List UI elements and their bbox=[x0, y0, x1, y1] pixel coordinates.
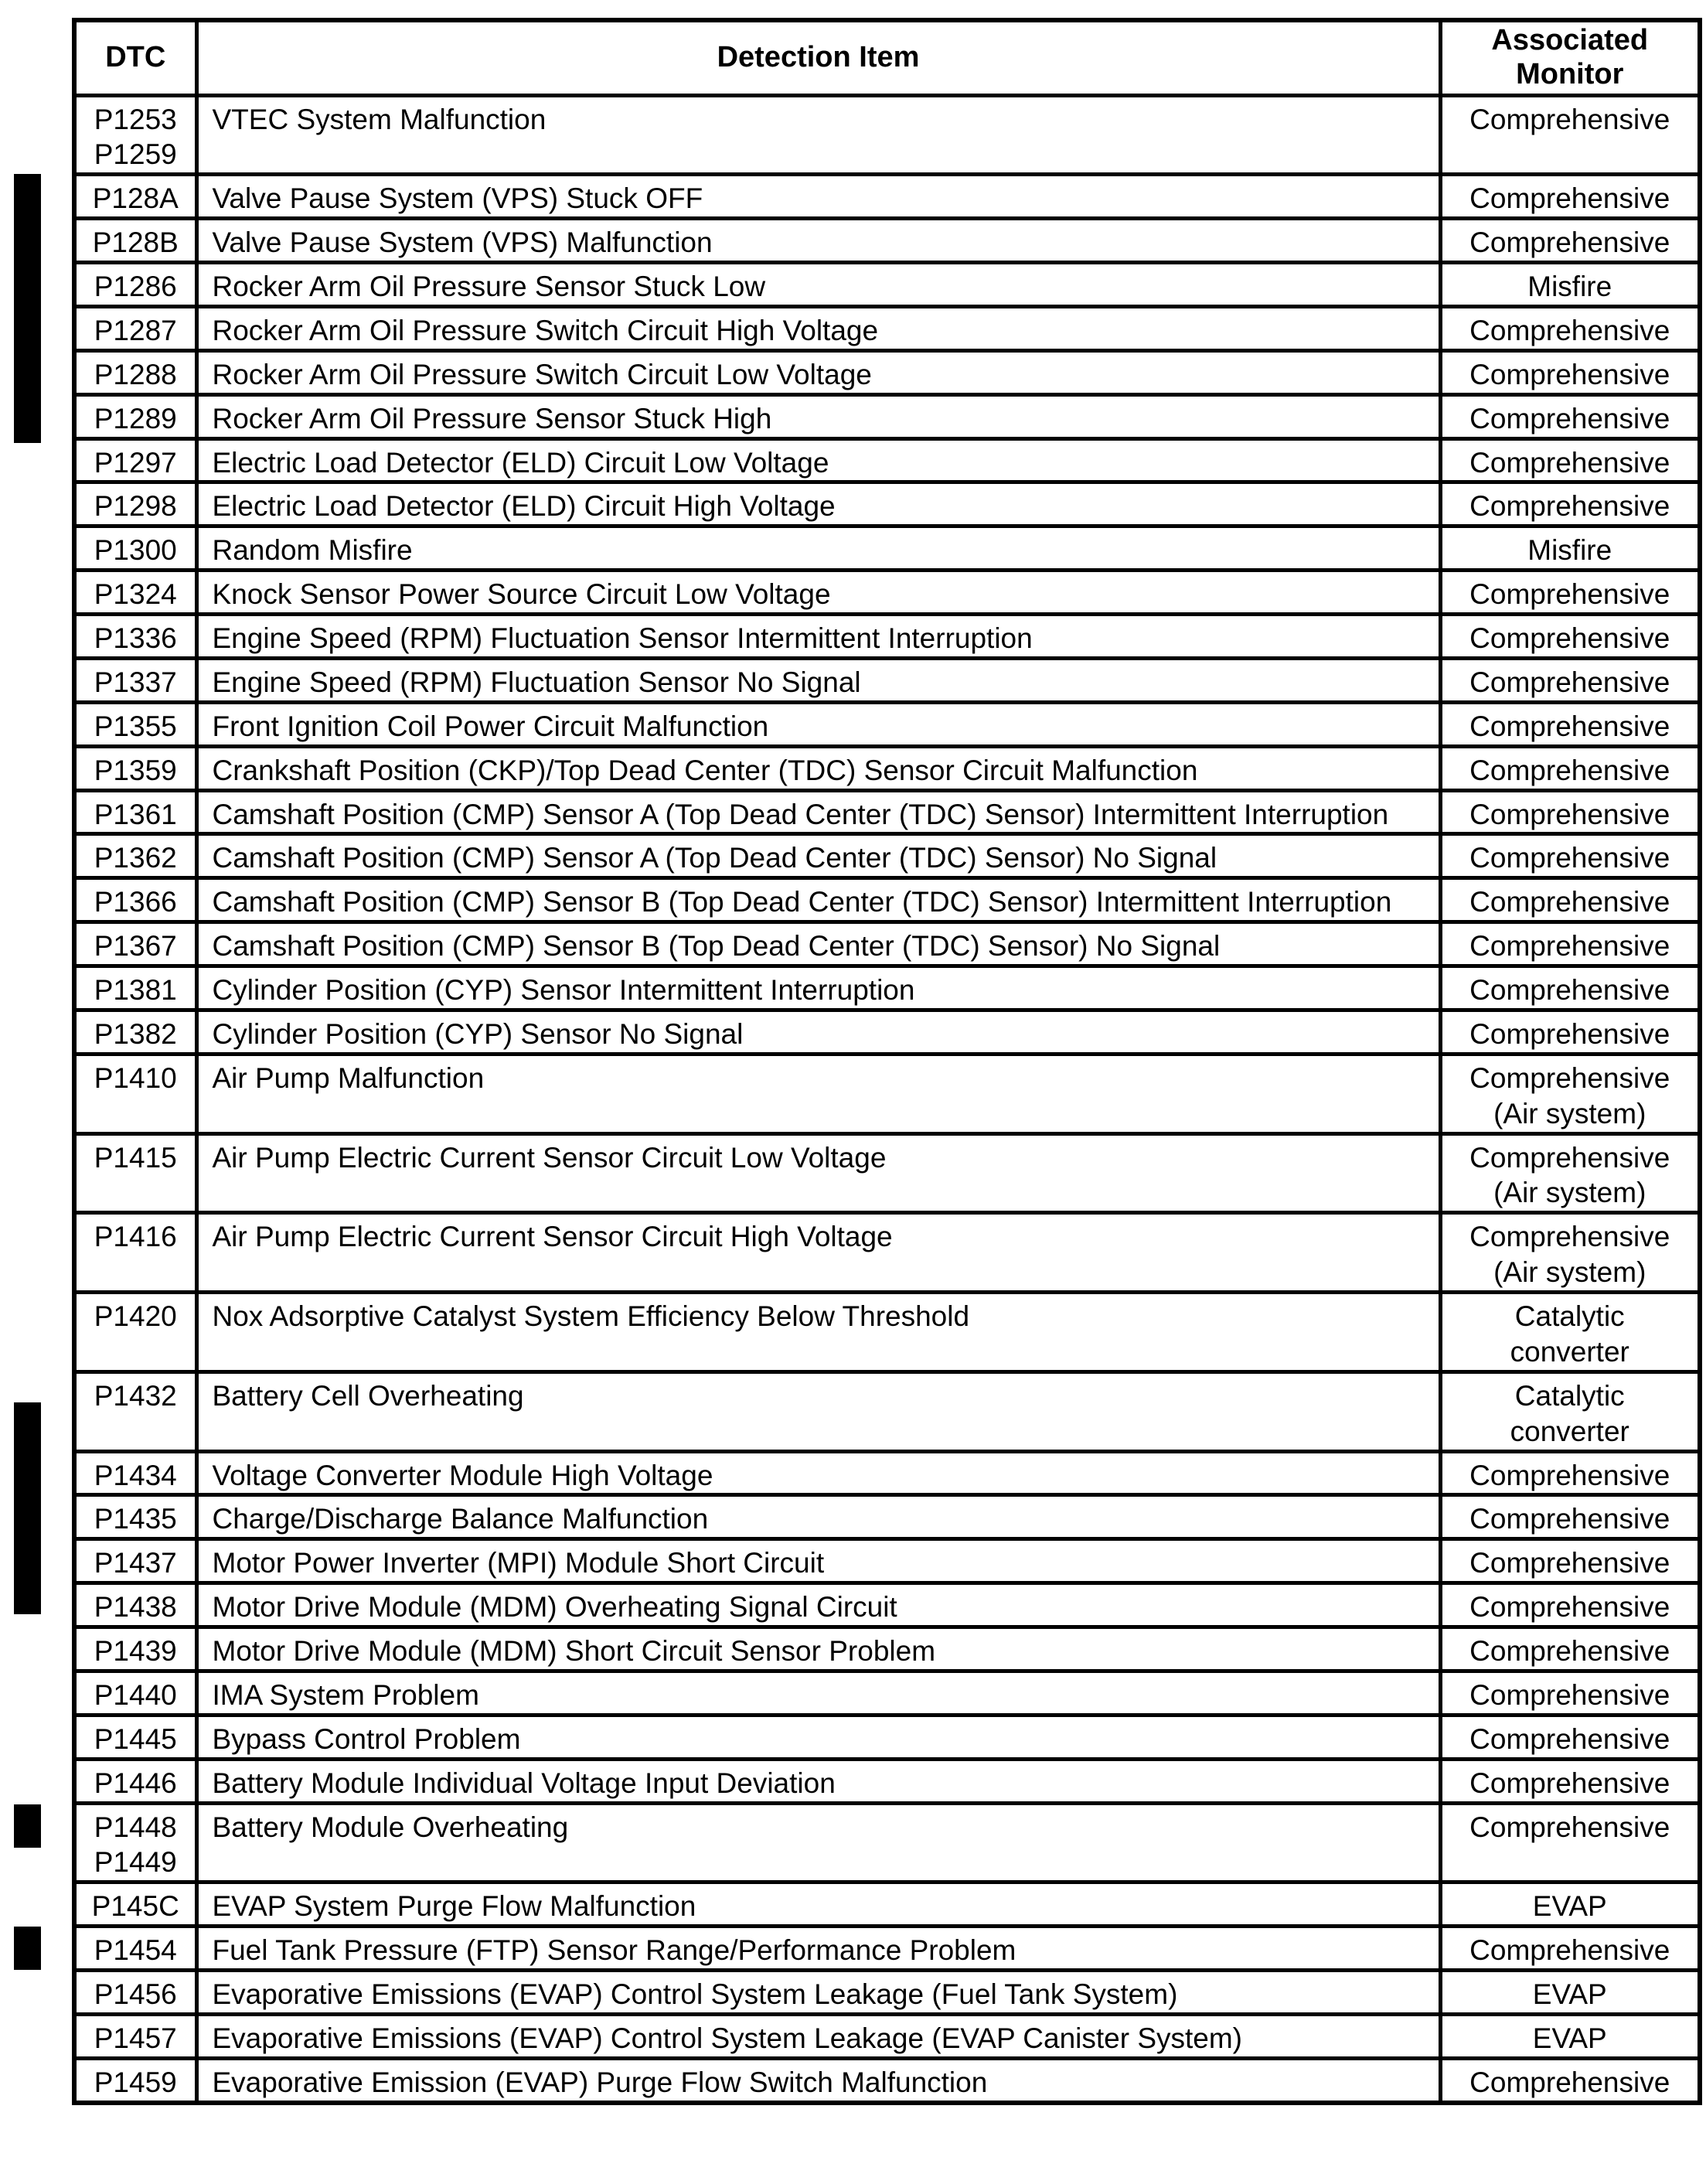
dtc-cell-line: P1324 bbox=[94, 578, 177, 611]
detection-item-cell bbox=[196, 1495, 1440, 1539]
associated-monitor-cell bbox=[1440, 306, 1700, 350]
table-row bbox=[74, 658, 1700, 702]
dtc-cell-line: P1449 bbox=[94, 1846, 177, 1879]
table-row bbox=[74, 1927, 1700, 1971]
table-row bbox=[74, 1583, 1700, 1627]
dtc-cell bbox=[74, 790, 196, 834]
dtc-cell-line: P1286 bbox=[94, 271, 177, 302]
table-row bbox=[74, 878, 1700, 922]
header-detection-item: Detection Item bbox=[196, 20, 1440, 95]
table-body bbox=[74, 95, 1700, 2103]
table-row bbox=[74, 1803, 1700, 1882]
associated-monitor-cell-line: (Air system) bbox=[1493, 1177, 1646, 1209]
dtc-cell-line: P1259 bbox=[94, 138, 177, 171]
associated-monitor-cell-line: Comprehensive bbox=[1469, 490, 1670, 523]
dtc-cell-line: P1355 bbox=[94, 710, 177, 742]
table-row bbox=[74, 1627, 1700, 1671]
dtc-cell bbox=[74, 1371, 196, 1451]
associated-monitor-cell bbox=[1440, 1293, 1700, 1372]
table-row bbox=[74, 263, 1700, 307]
dtc-cell bbox=[74, 1293, 196, 1372]
revision-change-bar bbox=[14, 1804, 41, 1848]
dtc-cell bbox=[74, 1927, 196, 1971]
dtc-cell-line: P1434 bbox=[94, 1459, 177, 1491]
associated-monitor-cell bbox=[1440, 1054, 1700, 1133]
detection-item-cell bbox=[196, 1971, 1440, 2015]
dtc-cell bbox=[74, 95, 196, 175]
detection-item-cell-line: Charge/Discharge Balance Malfunction bbox=[212, 1503, 709, 1535]
detection-item-cell bbox=[196, 2014, 1440, 2058]
detection-item-cell-line: Rocker Arm Oil Pressure Sensor Stuck High bbox=[212, 402, 772, 434]
detection-item-cell bbox=[196, 1627, 1440, 1671]
associated-monitor-cell-line: Comprehensive bbox=[1469, 754, 1670, 786]
dtc-cell bbox=[74, 1539, 196, 1583]
revision-change-bar bbox=[14, 1927, 41, 1970]
table-row bbox=[74, 1213, 1700, 1293]
associated-monitor-cell-line: converter bbox=[1510, 1335, 1629, 1368]
dtc-cell-line: P1410 bbox=[94, 1061, 177, 1094]
associated-monitor-cell-line: EVAP bbox=[1532, 1890, 1607, 1923]
detection-item-cell-line: Evaporative Emission (EVAP) Purge Flow Switch Malfunction bbox=[212, 2066, 988, 2098]
associated-monitor-cell-line: Comprehensive bbox=[1469, 1591, 1670, 1624]
revision-change-bar bbox=[14, 174, 41, 443]
table-row bbox=[74, 1971, 1700, 2015]
table-row bbox=[74, 2014, 1700, 2058]
associated-monitor-cell bbox=[1440, 263, 1700, 307]
associated-monitor-cell bbox=[1440, 1583, 1700, 1627]
dtc-cell bbox=[74, 2058, 196, 2102]
detection-item-cell-line: EVAP System Purge Flow Malfunction bbox=[212, 1890, 696, 1923]
table-row bbox=[74, 219, 1700, 263]
detection-item-cell-line: Valve Pause System (VPS) Malfunction bbox=[212, 227, 713, 259]
associated-monitor-cell bbox=[1440, 95, 1700, 175]
dtc-cell bbox=[74, 350, 196, 394]
detection-item-cell bbox=[196, 1671, 1440, 1715]
dtc-cell-line: P1300 bbox=[94, 534, 177, 567]
table-row bbox=[74, 702, 1700, 746]
associated-monitor-cell bbox=[1440, 2014, 1700, 2058]
associated-monitor-cell-line: Comprehensive bbox=[1469, 1547, 1670, 1579]
detection-item-cell bbox=[196, 1759, 1440, 1803]
associated-monitor-cell-line: EVAP bbox=[1532, 2022, 1607, 2054]
associated-monitor-cell bbox=[1440, 1213, 1700, 1293]
associated-monitor-cell-line: Comprehensive bbox=[1469, 402, 1670, 434]
associated-monitor-cell bbox=[1440, 1371, 1700, 1451]
dtc-cell-line: P1288 bbox=[94, 358, 177, 390]
dtc-cell bbox=[74, 394, 196, 438]
associated-monitor-cell-line: Comprehensive bbox=[1469, 314, 1670, 346]
dtc-cell-line: P1367 bbox=[94, 930, 177, 963]
table-row bbox=[74, 1054, 1700, 1133]
detection-item-cell bbox=[196, 2058, 1440, 2102]
detection-item-cell bbox=[196, 1293, 1440, 1372]
dtc-cell bbox=[74, 746, 196, 790]
dtc-cell-line: P1456 bbox=[94, 1978, 177, 2010]
dtc-cell bbox=[74, 878, 196, 922]
associated-monitor-cell bbox=[1440, 175, 1700, 219]
dtc-cell-line: P1454 bbox=[94, 1934, 177, 1967]
detection-item-cell-line: Engine Speed (RPM) Fluctuation Sensor No Signal bbox=[212, 666, 861, 698]
table-row bbox=[74, 966, 1700, 1010]
dtc-cell bbox=[74, 1803, 196, 1882]
dtc-cell-line: P1437 bbox=[94, 1547, 177, 1579]
associated-monitor-cell-line: Comprehensive bbox=[1469, 622, 1670, 654]
associated-monitor-cell bbox=[1440, 1451, 1700, 1495]
dtc-cell bbox=[74, 702, 196, 746]
detection-item-cell-line: Camshaft Position (CMP) Sensor B (Top Dead Center (TDC) Sensor) Intermittent Interruption bbox=[212, 886, 1392, 918]
detection-item-cell-line: Battery Module Overheating bbox=[212, 1811, 569, 1843]
dtc-cell-line: P1366 bbox=[94, 886, 177, 918]
associated-monitor-cell-line: Comprehensive bbox=[1469, 974, 1670, 1006]
table-row bbox=[74, 571, 1700, 615]
dtc-cell bbox=[74, 1971, 196, 2015]
associated-monitor-cell-line: Comprehensive bbox=[1469, 1459, 1670, 1491]
dtc-cell-line: P1289 bbox=[94, 402, 177, 434]
detection-item-cell-line: Motor Drive Module (MDM) Short Circuit Sensor Problem bbox=[212, 1635, 936, 1667]
associated-monitor-cell bbox=[1440, 350, 1700, 394]
detection-item-cell-line: Battery Cell Overheating bbox=[212, 1379, 524, 1412]
associated-monitor-cell bbox=[1440, 1759, 1700, 1803]
detection-item-cell bbox=[196, 878, 1440, 922]
detection-item-cell bbox=[196, 482, 1440, 526]
detection-item-cell bbox=[196, 1539, 1440, 1583]
detection-item-cell bbox=[196, 1371, 1440, 1451]
associated-monitor-cell bbox=[1440, 1927, 1700, 1971]
detection-item-cell bbox=[196, 790, 1440, 834]
dtc-cell bbox=[74, 2014, 196, 2058]
associated-monitor-cell-line: Comprehensive bbox=[1469, 358, 1670, 390]
dtc-cell-line: P1416 bbox=[94, 1221, 177, 1253]
associated-monitor-cell bbox=[1440, 219, 1700, 263]
detection-item-cell-line: Air Pump Malfunction bbox=[212, 1061, 485, 1094]
table-row bbox=[74, 1010, 1700, 1054]
table-row bbox=[74, 1715, 1700, 1759]
detection-item-cell bbox=[196, 571, 1440, 615]
detection-item-cell-line: Crankshaft Position (CKP)/Top Dead Center (TDC) Sensor Circuit Malfunction bbox=[212, 754, 1198, 786]
associated-monitor-cell-line: Comprehensive bbox=[1469, 1811, 1670, 1843]
detection-item-cell bbox=[196, 306, 1440, 350]
table-row bbox=[74, 1539, 1700, 1583]
detection-item-cell-line: IMA System Problem bbox=[212, 1678, 479, 1711]
table-row bbox=[74, 790, 1700, 834]
dtc-cell-line: P1253 bbox=[94, 103, 177, 135]
table-row bbox=[74, 2058, 1700, 2102]
detection-item-cell bbox=[196, 219, 1440, 263]
table-row bbox=[74, 1759, 1700, 1803]
dtc-cell-line: P1287 bbox=[94, 314, 177, 346]
dtc-table bbox=[72, 18, 1702, 2105]
detection-item-cell-line: Air Pump Electric Current Sensor Circuit High Voltage bbox=[212, 1221, 893, 1253]
detection-item-cell bbox=[196, 263, 1440, 307]
detection-item-cell-line: Battery Module Individual Voltage Input Deviation bbox=[212, 1767, 836, 1799]
detection-item-cell bbox=[196, 966, 1440, 1010]
detection-item-cell-line: Motor Drive Module (MDM) Overheating Signal Circuit bbox=[212, 1591, 897, 1624]
dtc-cell-line: P1298 bbox=[94, 490, 177, 523]
associated-monitor-cell-line: Catalytic bbox=[1514, 1300, 1625, 1332]
detection-item-cell bbox=[196, 1133, 1440, 1213]
table-row bbox=[74, 1671, 1700, 1715]
detection-item-cell bbox=[196, 746, 1440, 790]
detection-item-cell bbox=[196, 1010, 1440, 1054]
associated-monitor-cell-line: EVAP bbox=[1532, 1978, 1607, 2010]
table-row bbox=[74, 746, 1700, 790]
detection-item-cell-line: Air Pump Electric Current Sensor Circuit Low Voltage bbox=[212, 1141, 887, 1174]
detection-item-cell-line: Random Misfire bbox=[212, 534, 413, 567]
table-row bbox=[74, 834, 1700, 878]
associated-monitor-cell-line: Misfire bbox=[1527, 534, 1612, 567]
detection-item-cell-line: Electric Load Detector (ELD) Circuit High Voltage bbox=[212, 490, 836, 523]
table-row bbox=[74, 95, 1700, 175]
dtc-cell-line: P1415 bbox=[94, 1141, 177, 1174]
dtc-cell bbox=[74, 219, 196, 263]
detection-item-cell-line: Knock Sensor Power Source Circuit Low Voltage bbox=[212, 578, 831, 611]
dtc-cell-line: P145C bbox=[91, 1890, 179, 1923]
associated-monitor-cell-line: Comprehensive bbox=[1469, 1017, 1670, 1050]
detection-item-cell bbox=[196, 658, 1440, 702]
table-row bbox=[74, 394, 1700, 438]
dtc-cell-line: P1381 bbox=[94, 974, 177, 1006]
associated-monitor-cell bbox=[1440, 1627, 1700, 1671]
detection-item-cell-line: Camshaft Position (CMP) Sensor A (Top Dead Center (TDC) Sensor) Intermittent Interruption bbox=[212, 798, 1389, 830]
dtc-cell bbox=[74, 1213, 196, 1293]
associated-monitor-cell-line: Comprehensive bbox=[1469, 1678, 1670, 1711]
associated-monitor-cell-line: Comprehensive bbox=[1469, 930, 1670, 963]
dtc-cell bbox=[74, 1583, 196, 1627]
detection-item-cell bbox=[196, 526, 1440, 571]
dtc-cell-line: P1432 bbox=[94, 1379, 177, 1412]
detection-item-cell-line: VTEC System Malfunction bbox=[212, 103, 547, 135]
detection-item-cell bbox=[196, 1927, 1440, 1971]
associated-monitor-cell bbox=[1440, 1671, 1700, 1715]
associated-monitor-cell bbox=[1440, 1882, 1700, 1927]
dtc-cell-line: P1439 bbox=[94, 1635, 177, 1667]
table-row bbox=[74, 482, 1700, 526]
associated-monitor-cell-line: Comprehensive bbox=[1469, 1061, 1670, 1094]
dtc-cell-line: P1445 bbox=[94, 1722, 177, 1755]
dtc-cell bbox=[74, 482, 196, 526]
dtc-cell-line: P1362 bbox=[94, 842, 177, 874]
associated-monitor-cell-line: Comprehensive bbox=[1469, 1767, 1670, 1799]
dtc-cell-line: P1446 bbox=[94, 1767, 177, 1799]
dtc-cell-line: P1438 bbox=[94, 1591, 177, 1624]
dtc-cell-line: P1459 bbox=[94, 2066, 177, 2098]
detection-item-cell-line: Nox Adsorptive Catalyst System Efficiency Below Threshold bbox=[212, 1300, 970, 1332]
detection-item-cell bbox=[196, 1213, 1440, 1293]
table-row bbox=[74, 922, 1700, 966]
dtc-cell bbox=[74, 1627, 196, 1671]
detection-item-cell bbox=[196, 1715, 1440, 1759]
dtc-cell bbox=[74, 306, 196, 350]
dtc-cell bbox=[74, 834, 196, 878]
associated-monitor-cell bbox=[1440, 702, 1700, 746]
associated-monitor-cell bbox=[1440, 1133, 1700, 1213]
associated-monitor-cell bbox=[1440, 922, 1700, 966]
associated-monitor-cell bbox=[1440, 834, 1700, 878]
dtc-cell-line: P1359 bbox=[94, 754, 177, 786]
associated-monitor-cell bbox=[1440, 394, 1700, 438]
detection-item-cell bbox=[196, 834, 1440, 878]
table-row bbox=[74, 1882, 1700, 1927]
table-row bbox=[74, 1371, 1700, 1451]
dtc-cell bbox=[74, 1759, 196, 1803]
detection-item-cell bbox=[196, 1583, 1440, 1627]
dtc-cell-line: P1361 bbox=[94, 798, 177, 830]
associated-monitor-cell-line: Catalytic bbox=[1514, 1379, 1625, 1412]
table-row bbox=[74, 306, 1700, 350]
associated-monitor-cell-line: Comprehensive bbox=[1469, 227, 1670, 259]
table-row bbox=[74, 1293, 1700, 1372]
associated-monitor-cell bbox=[1440, 1539, 1700, 1583]
associated-monitor-cell bbox=[1440, 1803, 1700, 1882]
dtc-cell bbox=[74, 1133, 196, 1213]
table-row bbox=[74, 1133, 1700, 1213]
dtc-cell-line: P1457 bbox=[94, 2022, 177, 2054]
detection-item-cell bbox=[196, 1803, 1440, 1882]
detection-item-cell-line: Bypass Control Problem bbox=[212, 1722, 521, 1755]
associated-monitor-cell-line: Comprehensive bbox=[1469, 578, 1670, 611]
detection-item-cell-line: Evaporative Emissions (EVAP) Control System Leakage (EVAP Canister System) bbox=[212, 2022, 1243, 2054]
dtc-cell bbox=[74, 1715, 196, 1759]
table-row bbox=[74, 1451, 1700, 1495]
table-row bbox=[74, 438, 1700, 482]
detection-item-cell bbox=[196, 350, 1440, 394]
associated-monitor-cell bbox=[1440, 438, 1700, 482]
detection-item-cell-line: Evaporative Emissions (EVAP) Control System Leakage (Fuel Tank System) bbox=[212, 1978, 1178, 2010]
dtc-cell bbox=[74, 263, 196, 307]
associated-monitor-cell bbox=[1440, 1495, 1700, 1539]
revision-change-bar bbox=[14, 1402, 41, 1614]
associated-monitor-cell-line: Comprehensive bbox=[1469, 1934, 1670, 1967]
associated-monitor-cell bbox=[1440, 878, 1700, 922]
detection-item-cell-line: Camshaft Position (CMP) Sensor A (Top Dead Center (TDC) Sensor) No Signal bbox=[212, 842, 1217, 874]
associated-monitor-cell-line: Comprehensive bbox=[1469, 1722, 1670, 1755]
detection-item-cell-line: Cylinder Position (CYP) Sensor No Signal bbox=[212, 1017, 744, 1050]
detection-item-cell bbox=[196, 1882, 1440, 1927]
dtc-cell bbox=[74, 1451, 196, 1495]
associated-monitor-cell-line: Comprehensive bbox=[1469, 1221, 1670, 1253]
dtc-cell-line: P1337 bbox=[94, 666, 177, 698]
associated-monitor-cell-line: Comprehensive bbox=[1469, 1503, 1670, 1535]
detection-item-cell bbox=[196, 1054, 1440, 1133]
detection-item-cell-line: Rocker Arm Oil Pressure Switch Circuit High Voltage bbox=[212, 314, 879, 346]
detection-item-cell-line: Engine Speed (RPM) Fluctuation Sensor Intermittent Interruption bbox=[212, 622, 1033, 654]
associated-monitor-cell-line: Comprehensive bbox=[1469, 103, 1670, 135]
detection-item-cell bbox=[196, 394, 1440, 438]
associated-monitor-cell bbox=[1440, 1010, 1700, 1054]
associated-monitor-cell bbox=[1440, 571, 1700, 615]
associated-monitor-cell-line: Comprehensive bbox=[1469, 1635, 1670, 1667]
table-row bbox=[74, 350, 1700, 394]
detection-item-cell-line: Fuel Tank Pressure (FTP) Sensor Range/Performance Problem bbox=[212, 1934, 1016, 1967]
associated-monitor-cell-line: converter bbox=[1510, 1415, 1629, 1447]
associated-monitor-cell-line: Comprehensive bbox=[1469, 446, 1670, 479]
associated-monitor-cell bbox=[1440, 615, 1700, 659]
dtc-cell bbox=[74, 1495, 196, 1539]
header-associated-monitor: Associated Monitor bbox=[1440, 20, 1700, 95]
detection-item-cell-line: Cylinder Position (CYP) Sensor Intermittent Interruption bbox=[212, 974, 915, 1006]
detection-item-cell-line: Valve Pause System (VPS) Stuck OFF bbox=[212, 182, 703, 215]
associated-monitor-cell-line: Comprehensive bbox=[1469, 710, 1670, 742]
detection-item-cell bbox=[196, 922, 1440, 966]
associated-monitor-cell-line: Comprehensive bbox=[1469, 182, 1670, 215]
associated-monitor-cell bbox=[1440, 1715, 1700, 1759]
dtc-cell bbox=[74, 1010, 196, 1054]
associated-monitor-cell-line: (Air system) bbox=[1493, 1256, 1646, 1289]
dtc-cell bbox=[74, 438, 196, 482]
detection-item-cell-line: Voltage Converter Module High Voltage bbox=[212, 1459, 713, 1491]
dtc-cell bbox=[74, 1671, 196, 1715]
table-row bbox=[74, 1495, 1700, 1539]
dtc-cell bbox=[74, 658, 196, 702]
dtc-cell-line: P1297 bbox=[94, 446, 177, 479]
associated-monitor-cell-line: Comprehensive bbox=[1469, 886, 1670, 918]
associated-monitor-cell bbox=[1440, 658, 1700, 702]
associated-monitor-cell-line: Comprehensive bbox=[1469, 2066, 1670, 2098]
associated-monitor-cell bbox=[1440, 790, 1700, 834]
associated-monitor-cell-line: Comprehensive bbox=[1469, 798, 1670, 830]
dtc-cell bbox=[74, 175, 196, 219]
associated-monitor-cell-line: (Air system) bbox=[1493, 1097, 1646, 1129]
detection-item-cell bbox=[196, 175, 1440, 219]
dtc-cell-line: P1420 bbox=[94, 1300, 177, 1332]
detection-item-cell bbox=[196, 615, 1440, 659]
dtc-cell-line: P1448 bbox=[94, 1811, 177, 1843]
dtc-cell bbox=[74, 966, 196, 1010]
table-row bbox=[74, 526, 1700, 571]
table-row bbox=[74, 175, 1700, 219]
detection-item-cell-line: Front Ignition Coil Power Circuit Malfunction bbox=[212, 710, 769, 742]
dtc-cell bbox=[74, 571, 196, 615]
dtc-cell-line: P1440 bbox=[94, 1678, 177, 1711]
dtc-cell-line: P1435 bbox=[94, 1503, 177, 1535]
associated-monitor-cell bbox=[1440, 966, 1700, 1010]
dtc-cell bbox=[74, 922, 196, 966]
associated-monitor-cell bbox=[1440, 482, 1700, 526]
table-row bbox=[74, 615, 1700, 659]
associated-monitor-cell bbox=[1440, 1971, 1700, 2015]
associated-monitor-cell bbox=[1440, 526, 1700, 571]
detection-item-cell-line: Camshaft Position (CMP) Sensor B (Top Dead Center (TDC) Sensor) No Signal bbox=[212, 930, 1221, 963]
detection-item-cell-line: Motor Power Inverter (MPI) Module Short Circuit bbox=[212, 1547, 825, 1579]
associated-monitor-cell-line: Comprehensive bbox=[1469, 842, 1670, 874]
detection-item-cell bbox=[196, 95, 1440, 175]
detection-item-cell-line: Electric Load Detector (ELD) Circuit Low Voltage bbox=[212, 446, 829, 479]
associated-monitor-cell-line: Comprehensive bbox=[1469, 1141, 1670, 1174]
dtc-cell bbox=[74, 526, 196, 571]
header-row bbox=[74, 20, 1700, 95]
associated-monitor-cell-line: Comprehensive bbox=[1469, 666, 1670, 698]
dtc-cell-line: P128B bbox=[92, 227, 179, 259]
dtc-cell-line: P1382 bbox=[94, 1017, 177, 1050]
dtc-cell bbox=[74, 1054, 196, 1133]
dtc-cell bbox=[74, 1882, 196, 1927]
associated-monitor-cell bbox=[1440, 746, 1700, 790]
dtc-cell-line: P128A bbox=[92, 182, 179, 215]
detection-item-cell-line: Rocker Arm Oil Pressure Sensor Stuck Low bbox=[212, 271, 766, 302]
detection-item-cell-line: Rocker Arm Oil Pressure Switch Circuit Low Voltage bbox=[212, 358, 872, 390]
associated-monitor-cell-line: Misfire bbox=[1527, 271, 1612, 302]
header-dtc: DTC bbox=[74, 20, 196, 95]
detection-item-cell bbox=[196, 1451, 1440, 1495]
associated-monitor-cell bbox=[1440, 2058, 1700, 2102]
detection-item-cell bbox=[196, 702, 1440, 746]
dtc-cell bbox=[74, 615, 196, 659]
dtc-cell-line: P1336 bbox=[94, 622, 177, 654]
detection-item-cell bbox=[196, 438, 1440, 482]
